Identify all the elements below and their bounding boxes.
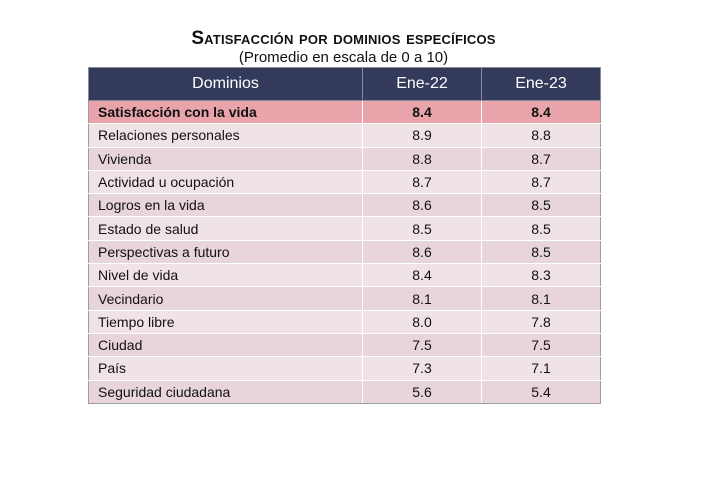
row-value-ene22: 7.5 [363, 333, 482, 356]
row-value-ene23: 5.4 [482, 380, 601, 403]
table-row [89, 194, 601, 217]
row-value-ene22: 8.5 [363, 217, 482, 240]
page-title: Satisfacción por dominios específicos [191, 28, 496, 49]
row-label: Seguridad ciudadana [89, 380, 363, 403]
table-row-highlight [89, 101, 601, 124]
table-row [89, 310, 601, 333]
table-header-row [89, 68, 601, 101]
row-value-ene23: 7.5 [482, 333, 601, 356]
page-subtitle: (Promedio en escala de 0 a 10) [238, 49, 449, 66]
row-label: Vecindario [89, 287, 363, 310]
table-row [89, 357, 601, 380]
row-value-ene23: 8.3 [482, 264, 601, 287]
row-label: Logros en la vida [89, 194, 363, 217]
row-value-ene22: 8.4 [363, 101, 482, 124]
row-value-ene23: 8.7 [482, 147, 601, 170]
row-label: País [89, 357, 363, 380]
row-label: Actividad u ocupación [89, 170, 363, 193]
row-value-ene23: 8.5 [482, 217, 601, 240]
table-row [89, 380, 601, 403]
column-header-ene23: Ene-23 [482, 68, 601, 101]
column-header-dominios: Dominios [89, 68, 363, 101]
table-row [89, 170, 601, 193]
row-value-ene23: 8.8 [482, 124, 601, 147]
row-value-ene23: 8.5 [482, 194, 601, 217]
satisfaction-table [88, 67, 601, 404]
table-row [89, 217, 601, 240]
row-value-ene22: 8.8 [363, 147, 482, 170]
row-value-ene23: 8.4 [482, 101, 601, 124]
row-label: Satisfacción con la vida [89, 101, 363, 124]
row-label: Tiempo libre [89, 310, 363, 333]
table-row [89, 240, 601, 263]
row-label: Vivienda [89, 147, 363, 170]
row-value-ene22: 8.4 [363, 264, 482, 287]
row-label: Estado de salud [89, 217, 363, 240]
row-value-ene22: 8.6 [363, 194, 482, 217]
row-value-ene22: 8.6 [363, 240, 482, 263]
table-row [89, 287, 601, 310]
row-value-ene23: 8.5 [482, 240, 601, 263]
column-header-ene22: Ene-22 [363, 68, 482, 101]
row-label: Nivel de vida [89, 264, 363, 287]
row-value-ene22: 8.9 [363, 124, 482, 147]
row-label: Perspectivas a futuro [89, 240, 363, 263]
row-value-ene22: 8.1 [363, 287, 482, 310]
table-row [89, 124, 601, 147]
row-value-ene23: 8.7 [482, 170, 601, 193]
row-value-ene22: 5.6 [363, 380, 482, 403]
row-value-ene23: 7.8 [482, 310, 601, 333]
row-label: Ciudad [89, 333, 363, 356]
row-label: Relaciones personales [89, 124, 363, 147]
table-row [89, 147, 601, 170]
row-value-ene22: 8.7 [363, 170, 482, 193]
table-row [89, 333, 601, 356]
row-value-ene23: 7.1 [482, 357, 601, 380]
row-value-ene23: 8.1 [482, 287, 601, 310]
row-value-ene22: 8.0 [363, 310, 482, 333]
row-value-ene22: 7.3 [363, 357, 482, 380]
table-row [89, 264, 601, 287]
